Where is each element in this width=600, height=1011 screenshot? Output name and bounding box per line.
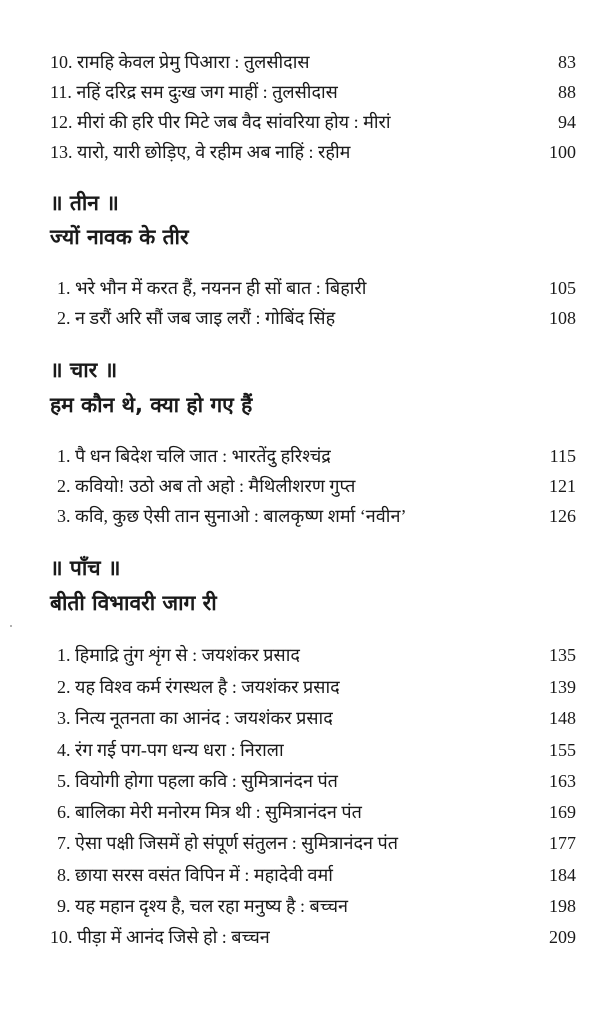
section-label: ॥ तीन ॥: [50, 191, 119, 215]
toc-entry: [57, 672, 576, 702]
section-label: ॥ चार ॥: [50, 358, 118, 382]
entry-title: 1. हिमाद्रि तुंग शृंग से : जयशंकर प्रसाद: [57, 645, 300, 665]
entry-title: 4. रंग गई पग-पग धन्य धरा : निराला: [57, 740, 284, 760]
toc-entry: [57, 891, 576, 921]
entry-title: 6. बालिका मेरी मनोरम मित्र थी : सुमित्रानंदन पंत: [57, 802, 362, 822]
section-title: बीती विभावरी जाग री: [50, 591, 217, 615]
entry-page: 88: [558, 82, 576, 102]
scan-speck: [10, 625, 12, 627]
entry-title: 2. यह विश्व कर्म रंगस्थल है : जयशंकर प्रसाद: [57, 677, 340, 697]
toc-entry: [57, 471, 576, 501]
toc-entry: [57, 501, 576, 531]
entry-title: 9. यह महान दृश्य है, चल रहा मनुष्य है : बच्चन: [57, 896, 349, 916]
entry-page: 163: [549, 771, 576, 791]
toc-entry: [57, 735, 576, 765]
entry-title: 10. पीड़ा में आनंद जिसे हो : बच्चन: [50, 927, 270, 947]
entry-title: 11. नहिं दरिद्र सम दुःख जग माहीं : तुलसीदास: [50, 82, 338, 102]
section-title: हम कौन थे, क्या हो गए हैं: [50, 393, 253, 417]
entry-page: 105: [549, 278, 576, 298]
entry-page: 135: [549, 645, 576, 665]
entry-title: 1. पै धन बिदेश चलि जात : भारतेंदु हरिश्चंद्र: [57, 446, 331, 466]
toc-entry: [57, 860, 576, 890]
toc-entry: [57, 797, 576, 827]
section-label: ॥ पाँच ॥: [50, 556, 121, 580]
toc-entry: [57, 828, 576, 858]
toc-entry: [50, 77, 576, 107]
entry-title: 7. ऐसा पक्षी जिसमें हो संपूर्ण संतुलन : सुमित्रानंदन पंत: [57, 833, 398, 853]
entry-page: 139: [549, 677, 576, 697]
entry-page: 184: [549, 865, 576, 885]
toc-entry: [57, 303, 576, 333]
entry-page: 169: [549, 802, 576, 822]
toc-entry: [50, 137, 576, 167]
toc-entry: [57, 640, 576, 670]
entry-page: 126: [549, 506, 576, 526]
entry-page: 115: [549, 446, 576, 466]
entry-page: 148: [549, 708, 576, 728]
toc-entry: [57, 441, 576, 471]
entry-page: 177: [549, 833, 576, 853]
entry-title: 3. कवि, कुछ ऐसी तान सुनाओ : बालकृष्ण शर्मा ‘नवीन’: [57, 506, 407, 526]
toc-entry: [50, 922, 576, 952]
entry-title: 1. भरे भौन में करत हैं, नयनन ही सों बात : बिहारी: [57, 278, 367, 298]
entry-title: 12. मीरां की हरि पीर मिटे जब वैद सांवरिया होय : मीरां: [50, 112, 391, 132]
entry-page: 209: [549, 927, 576, 947]
toc-entry: [57, 273, 576, 303]
entry-page: 198: [549, 896, 576, 916]
entry-title: 3. नित्य नूतनता का आनंद : जयशंकर प्रसाद: [57, 708, 333, 728]
entry-title: 2. न डरौं अरि सौं जब जाइ लरौं : गोबिंद सिंह: [57, 308, 336, 328]
entry-title: 5. वियोगी होगा पहला कवि : सुमित्रानंदन पंत: [57, 771, 338, 791]
entry-title: 10. रामहि केवल प्रेमु पिआरा : तुलसीदास: [50, 52, 310, 72]
section-title: ज्यों नावक के तीर: [50, 225, 189, 249]
toc-entry: [57, 703, 576, 733]
entry-page: 94: [558, 112, 576, 132]
entry-page: 108: [549, 308, 576, 328]
entry-title: 8. छाया सरस वसंत विपिन में : महादेवी वर्मा: [57, 865, 333, 885]
toc-entry: [57, 766, 576, 796]
toc-entry: [50, 107, 576, 137]
entry-page: 83: [558, 52, 576, 72]
entry-page: 121: [549, 476, 576, 496]
entry-page: 100: [549, 142, 576, 162]
entry-page: 155: [549, 740, 576, 760]
entry-title: 2. कवियो! उठो अब तो अहो : मैथिलीशरण गुप्त: [57, 476, 356, 496]
entry-title: 13. यारो, यारी छोड़िए, वे रहीम अब नाहिं : रहीम: [50, 142, 351, 162]
toc-entry: [50, 47, 576, 77]
